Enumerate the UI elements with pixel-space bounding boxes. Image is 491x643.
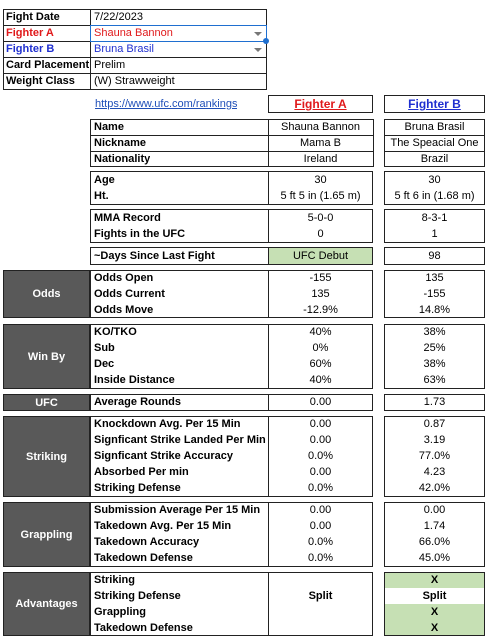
avg-rounds-label: Average Rounds bbox=[94, 396, 182, 408]
adv-grappling-b: X bbox=[430, 606, 439, 618]
fighter-a-label: Fighter A bbox=[6, 27, 54, 39]
inside-label: Inside Distance bbox=[94, 374, 175, 386]
sub-avg-a: 0.00 bbox=[309, 504, 332, 516]
sub-b: 25% bbox=[423, 342, 446, 354]
fighter-a-value[interactable]: Shauna Bannon bbox=[94, 27, 173, 39]
mma-record-label: MMA Record bbox=[94, 212, 161, 224]
ufc-section: UFC bbox=[3, 394, 90, 411]
odds-current-b: -155 bbox=[423, 288, 446, 300]
accuracy-b: 77.0% bbox=[418, 450, 451, 462]
absorbed-label: Absorbed Per min bbox=[94, 466, 189, 478]
inside-a: 40% bbox=[309, 374, 332, 386]
age-b: 30 bbox=[428, 174, 441, 186]
odds-current-a: 135 bbox=[311, 288, 330, 300]
absorbed-b: 4.23 bbox=[423, 466, 446, 478]
odds-open-b: 135 bbox=[425, 272, 444, 284]
adv-tddef-label: Takedown Defense bbox=[94, 622, 193, 634]
td-defense-label: Takedown Defense bbox=[94, 552, 193, 564]
height-b: 5 ft 6 in (1.68 m) bbox=[394, 190, 475, 202]
card-placement-value[interactable]: Prelim bbox=[94, 59, 126, 71]
ssl-a: 0.00 bbox=[309, 434, 332, 446]
dec-label: Dec bbox=[94, 358, 115, 370]
days-b: 98 bbox=[428, 250, 441, 262]
adv-tddef-b: X bbox=[430, 622, 439, 634]
adv-grappling-label: Grappling bbox=[94, 606, 146, 618]
ufc-fights-label: Fights in the UFC bbox=[94, 228, 186, 240]
rankings-link[interactable]: https://www.ufc.com/rankings bbox=[95, 98, 238, 110]
striking-section: Striking bbox=[3, 416, 90, 497]
strike-defense-label: Striking Defense bbox=[94, 482, 181, 494]
ssl-b: 3.19 bbox=[423, 434, 446, 446]
card-placement-label: Card Placement bbox=[6, 59, 90, 71]
height-label: Ht. bbox=[94, 190, 109, 202]
days-a: UFC Debut bbox=[292, 250, 349, 262]
fight-date-label: Fight Date bbox=[6, 11, 60, 23]
weight-class-value[interactable]: (W) Strawweight bbox=[94, 75, 175, 87]
dec-a: 60% bbox=[309, 358, 332, 370]
accuracy-label: Signficant Strike Accuracy bbox=[94, 450, 233, 462]
selection-handle-icon[interactable] bbox=[263, 38, 269, 44]
odds-open-label: Odds Open bbox=[94, 272, 154, 284]
fighter-b-header: Fighter B bbox=[408, 97, 461, 111]
fighter-b-value[interactable]: Bruna Brasil bbox=[94, 43, 154, 55]
nationality-label: Nationality bbox=[94, 153, 151, 165]
name-a: Shauna Bannon bbox=[281, 121, 360, 133]
win-by-section: Win By bbox=[3, 324, 90, 389]
nationality-a: Ireland bbox=[303, 153, 338, 165]
fighter-b-label: Fighter B bbox=[6, 43, 55, 55]
nickname-a: Mama B bbox=[300, 137, 341, 149]
absorbed-a: 0.00 bbox=[309, 466, 332, 478]
nickname-label: Nickname bbox=[94, 137, 146, 149]
td-defense-b: 45.0% bbox=[418, 552, 451, 564]
odds-current-label: Odds Current bbox=[94, 288, 165, 300]
td-accuracy-label: Takedown Accuracy bbox=[94, 536, 200, 548]
td-avg-a: 0.00 bbox=[309, 520, 332, 532]
adv-striking-label: Striking bbox=[94, 574, 135, 586]
fight-date-value[interactable]: 7/22/2023 bbox=[94, 11, 143, 23]
odds-move-label: Odds Move bbox=[94, 304, 154, 316]
fighter-a-header: Fighter A bbox=[294, 97, 347, 111]
odds-open-a: -155 bbox=[309, 272, 332, 284]
days-label: ~Days Since Last Fight bbox=[94, 250, 215, 262]
sub-a: 0% bbox=[312, 342, 329, 354]
strike-defense-a: 0.0% bbox=[307, 482, 334, 494]
sub-avg-b: 0.00 bbox=[423, 504, 446, 516]
odds-section: Odds bbox=[3, 270, 90, 318]
mma-record-a: 5-0-0 bbox=[307, 212, 334, 224]
col-divider bbox=[268, 572, 269, 636]
name-b: Bruna Brasil bbox=[404, 121, 465, 133]
kd-label: Knockdown Avg. Per 15 Min bbox=[94, 418, 241, 430]
td-avg-label: Takedown Avg. Per 15 Min bbox=[94, 520, 232, 532]
kd-a: 0.00 bbox=[309, 418, 332, 430]
sub-avg-label: Submission Average Per 15 Min bbox=[94, 504, 261, 516]
adv-striking-b: X bbox=[430, 574, 439, 586]
dec-b: 38% bbox=[423, 358, 446, 370]
chevron-down-icon[interactable] bbox=[254, 48, 262, 52]
age-a: 30 bbox=[314, 174, 327, 186]
td-accuracy-a: 0.0% bbox=[307, 536, 334, 548]
advantages-section: Advantages bbox=[3, 572, 90, 636]
adv-strdef-a: Split bbox=[308, 590, 333, 602]
nickname-b: The Speacial One bbox=[390, 137, 479, 149]
ufc-fights-a: 0 bbox=[317, 228, 324, 240]
kd-b: 0.87 bbox=[423, 418, 446, 430]
avg-rounds-a: 0.00 bbox=[309, 396, 332, 408]
ssl-label: Signficant Strike Landed Per Min bbox=[94, 434, 266, 446]
strike-defense-b: 42.0% bbox=[418, 482, 451, 494]
height-a: 5 ft 5 in (1.65 m) bbox=[280, 190, 361, 202]
td-accuracy-b: 66.0% bbox=[418, 536, 451, 548]
age-label: Age bbox=[94, 174, 115, 186]
sub-label: Sub bbox=[94, 342, 115, 354]
ko-a: 40% bbox=[309, 326, 332, 338]
grappling-section: Grappling bbox=[3, 502, 90, 567]
odds-move-b: 14.8% bbox=[418, 304, 451, 316]
name-label: Name bbox=[94, 121, 124, 133]
avg-rounds-b: 1.73 bbox=[423, 396, 446, 408]
info-divider bbox=[90, 9, 91, 90]
mma-record-b: 8-3-1 bbox=[421, 212, 448, 224]
ufc-fights-b: 1 bbox=[431, 228, 438, 240]
td-defense-a: 0.0% bbox=[307, 552, 334, 564]
weight-class-label: Weight Class bbox=[6, 75, 75, 87]
ko-label: KO/TKO bbox=[94, 326, 137, 338]
td-avg-b: 1.74 bbox=[423, 520, 446, 532]
gap-fill bbox=[374, 119, 384, 167]
adv-strdef-label: Striking Defense bbox=[94, 590, 181, 602]
odds-move-a: -12.9% bbox=[303, 304, 338, 316]
accuracy-a: 0.0% bbox=[307, 450, 334, 462]
adv-strdef-b: Split bbox=[422, 590, 447, 602]
nationality-b: Brazil bbox=[420, 153, 449, 165]
chevron-down-icon[interactable] bbox=[254, 32, 262, 36]
inside-b: 63% bbox=[423, 374, 446, 386]
ko-b: 38% bbox=[423, 326, 446, 338]
